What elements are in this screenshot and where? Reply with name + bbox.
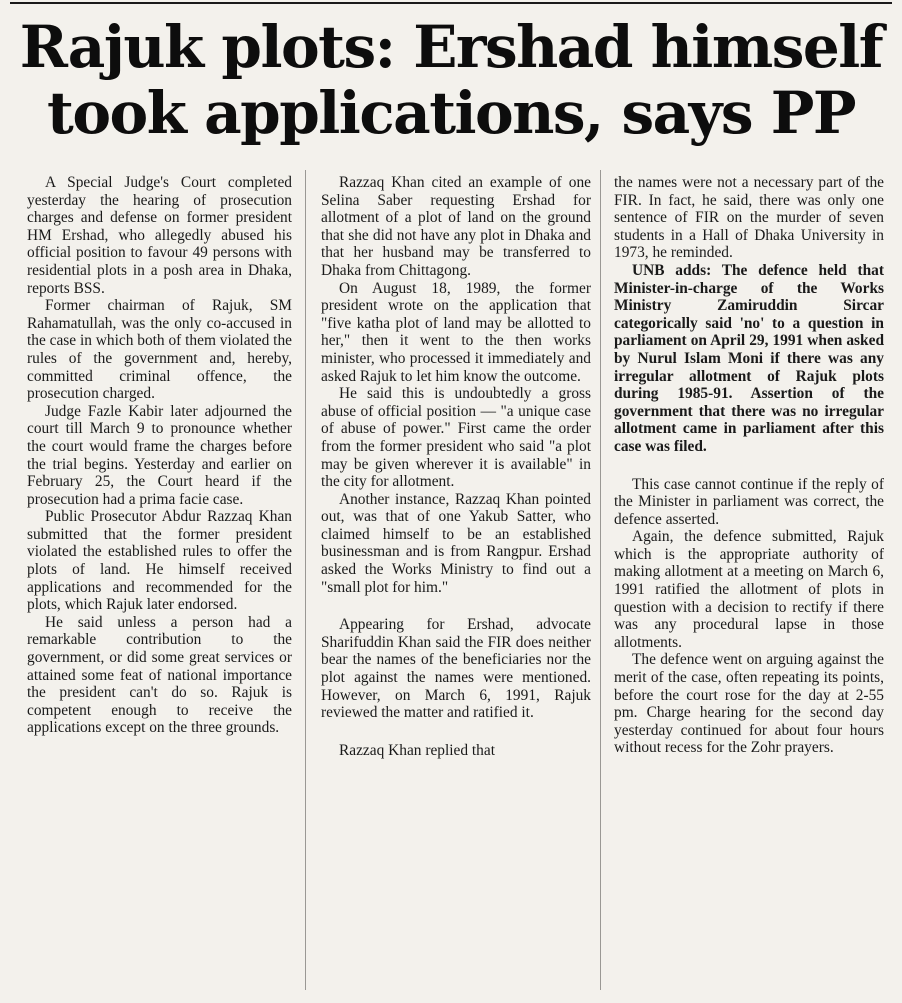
paragraph: Again, the defence submitted, Rajuk which is the appropriate authority of making allotment at a meeting on March 6, 1991 ratified the allotment of plots in question with a decision to rectify if there was any procedural lapse in those allotments.	[614, 528, 884, 651]
paragraph: UNB adds: The defence held that Minister-in-charge of the Works Ministry Zamiruddin Sircar categorically said 'no' to a question in parliament on April 29, 1991 when asked by Nurul Islam Moni if there was any irregular allotment of Rajuk plots during 1985-91. Assertion of the government that there was no irregular allotment came in parliament after this case was filed.	[614, 261, 884, 455]
headline-line-2: took applications, says PP	[47, 79, 855, 147]
column-divider	[305, 170, 306, 990]
headline-line-1: Rajuk plots: Ershad himself	[19, 13, 883, 81]
paragraph: Another instance, Razzaq Khan pointed out, was that of one Yakub Satter, who claimed himself to be an established businessman and is from Rangpur. Ershad asked the Works Ministry to find out a "small plot for him."	[321, 490, 591, 596]
paragraph: Appearing for Ershad, advocate Sharifuddin Khan said the FIR does neither bear the names of the beneficiaries nor the plot against the names were mentioned. However, on March 6, 1991, Rajuk reviewed the matter and ratified it.	[321, 616, 591, 722]
paragraph: Judge Fazle Kabir later adjourned the court till March 9 to pronounce whether the court would frame the charges before the trial begins. Yesterday and earlier on February 25, the Court heard if the prosecution had a prima facie case.	[27, 402, 292, 508]
paragraph: Razzaq Khan cited an example of one Selina Saber requesting Ershad for allotment of a plot of land on the ground that she did not have any plot in Dhaka and that her husband may be transferred to Dhaka from Chittagong.	[321, 174, 591, 279]
column-divider	[600, 170, 601, 990]
article-column-2	[321, 174, 591, 759]
paragraph: On August 18, 1989, the former president wrote on the application that "five katha plot of land may be allotted to her," then it went to the then works minister, who processed it immediately and asked Rajuk to let him know the outcome.	[321, 279, 591, 385]
paragraph: He said this is undoubtedly a gross abuse of official position — "a unique case of abuse of power." First came the order from the former president who said "a plot may be given wherever it is available" in the city for allotment.	[321, 385, 591, 491]
article-column-3	[614, 174, 884, 757]
headline	[12, 14, 890, 146]
article-column-1	[27, 174, 292, 737]
paragraph: Former chairman of Rajuk, SM Rahamatullah, was the only co-accused in the case in which both of them violated the rules of the government and, hereby, committed criminal offence, the prosecution charged.	[27, 297, 292, 403]
top-rule	[10, 2, 892, 4]
paragraph: Razzaq Khan replied that	[339, 741, 495, 759]
paragraph: The defence went on arguing against the merit of the case, often repeating its points, before the court rose for the day at 2-55 pm. Charge hearing for the second day yesterday continued for about four hours without recess for the Zohr prayers.	[614, 651, 884, 757]
paragraph: He said unless a person had a remarkable contribution to the government, or did some great services or attained some feat of national importance the president can't do so. Rajuk is competent enough to receive the applications except on the three grounds.	[27, 613, 292, 737]
paragraph: This case cannot continue if the reply of the Minister in parliament was correct, the defence asserted.	[614, 475, 884, 528]
paragraph: A Special Judge's Court completed yesterday the hearing of prosecution charges and defense on former president HM Ershad, who allegedly abused his official position to favour 49 persons with residential plots in a posh area in Dhaka, reports BSS.	[27, 174, 292, 297]
paragraph: Public Prosecutor Abdur Razzaq Khan submitted that the former president violated the established rules to offer the plots of land. He himself received applications and recommended for the plots, which Rajuk later endorsed.	[27, 508, 292, 614]
paragraph: the names were not a necessary part of the FIR. In fact, he said, there was only one sentence of FIR on the murder of seven students in a Hall of Dhaka University in 1973, he reminded.	[614, 174, 884, 262]
